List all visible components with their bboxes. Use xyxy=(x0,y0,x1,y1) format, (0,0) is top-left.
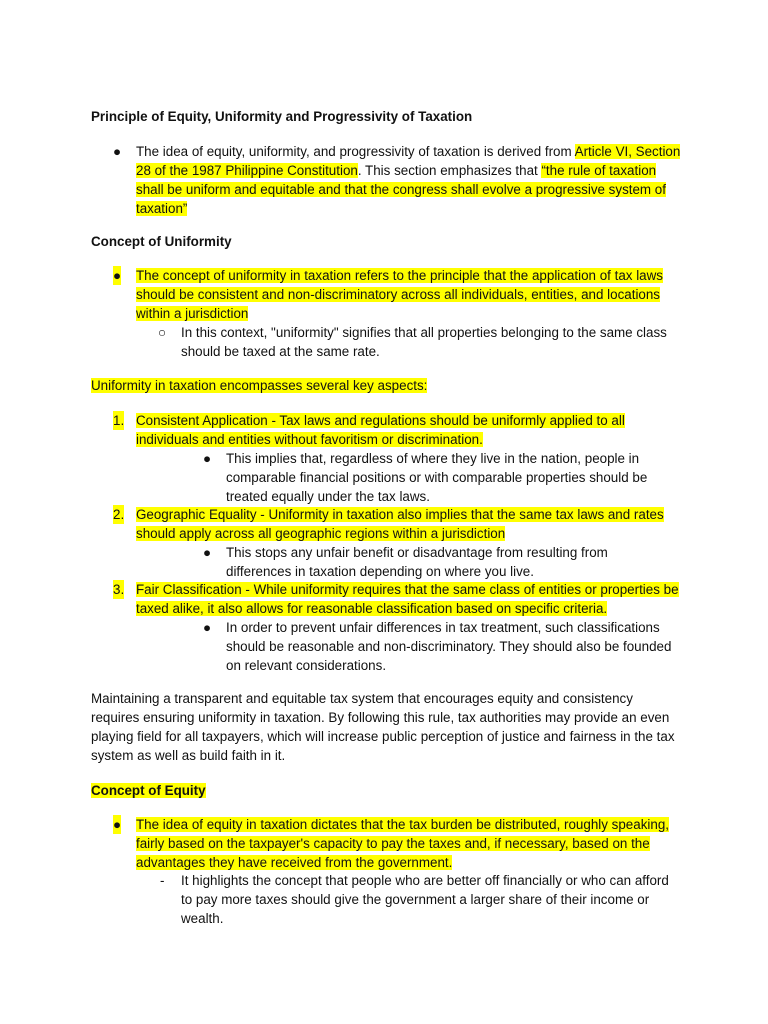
bullet-text: The concept of uniformity in taxation refers to the principle that the application of tax laws should be consistent and non-discriminatory across all individuals, entities, and locations within a jurisdiction xyxy=(136,268,663,321)
sub-item-equity-meaning: It highlights the concept that people who are better off financially or who can afford to pay more taxes should give the government a larger share of their income or wealth. xyxy=(181,873,669,926)
list-item-constitution xyxy=(136,142,681,218)
bullet-marker: ● xyxy=(113,144,122,159)
list-number: 2. xyxy=(113,507,125,522)
sub-bullet-marker: ● xyxy=(203,620,212,635)
aspect-fair-classification: Fair Classification - While uniformity requires that the same class of entities or properties be taxed alike, it also allows for reasonable classification based on specific criteria. xyxy=(136,582,679,616)
bullet-text: . This section emphasizes that xyxy=(357,163,542,178)
section-title-principle: Principle of Equity, Uniformity and Progressivity of Taxation xyxy=(91,109,473,124)
aspect-sub-item: In order to prevent unfair differences in tax treatment, such classifications should be reasonable and non-discriminatory. They should also be founded on relevant considerations. xyxy=(226,620,672,673)
bullet-text: The idea of equity, uniformity, and progressivity of taxation is derived from xyxy=(136,144,575,159)
aspects-intro: Uniformity in taxation encompasses several key aspects: xyxy=(91,378,428,393)
list-item-equity-definition: The idea of equity in taxation dictates that the tax burden be distributed, roughly speaking, fairly based on the taxpayer's capacity to pay the taxes and, if necessary, based on the advantages they have received from the government. xyxy=(136,817,669,870)
aspect-sub-item: This stops any unfair benefit or disadvantage from resulting from differences in taxation depending on where you live. xyxy=(226,545,608,579)
bullet-marker: ● xyxy=(113,817,122,832)
section-title-uniformity: Concept of Uniformity xyxy=(91,234,232,249)
list-number: 1. xyxy=(113,413,125,428)
highlight-quote: “the rule of taxation shall be uniform and equitable and that the congress shall evolve a progressive system of taxation” xyxy=(136,163,666,216)
list-number: 3. xyxy=(113,582,125,597)
sub-bullet-marker: ● xyxy=(203,451,212,466)
bullet-marker: ● xyxy=(113,268,122,283)
highlight-article: Article VI, Section 28 of the 1987 Philippine Constitution xyxy=(136,144,681,178)
aspect-sub-item: This implies that, regardless of where they live in the nation, people in comparable financial positions or with comparable properties should be treated equally under the tax laws. xyxy=(226,451,648,504)
closing-paragraph: Maintaining a transparent and equitable tax system that encourages equity and consistency requires ensuring uniformity in taxation. By following this rule, tax authorities may provide an even playing field for all taxpayers, which will increase public perception of justice and fairness in the tax system as well as build faith in it. xyxy=(91,691,675,763)
list-item-uniformity-definition xyxy=(136,266,681,323)
sub-bullet-marker: - xyxy=(160,873,165,888)
sub-item-uniformity-meaning: In this context, "uniformity" signifies that all properties belonging to the same class should be taxed at the same rate. xyxy=(181,325,667,359)
sub-bullet-marker: ○ xyxy=(158,325,167,340)
section-title-equity: Concept of Equity xyxy=(91,783,206,798)
aspect-geographic-equality: Geographic Equality - Uniformity in taxation also implies that the same tax laws and rates should apply across all geographic regions within a jurisdiction xyxy=(136,507,664,541)
aspect-consistent-application: Consistent Application - Tax laws and regulations should be uniformly applied to all individuals and entities without favoritism or discrimination. xyxy=(136,413,625,447)
sub-bullet-marker: ● xyxy=(203,545,212,560)
